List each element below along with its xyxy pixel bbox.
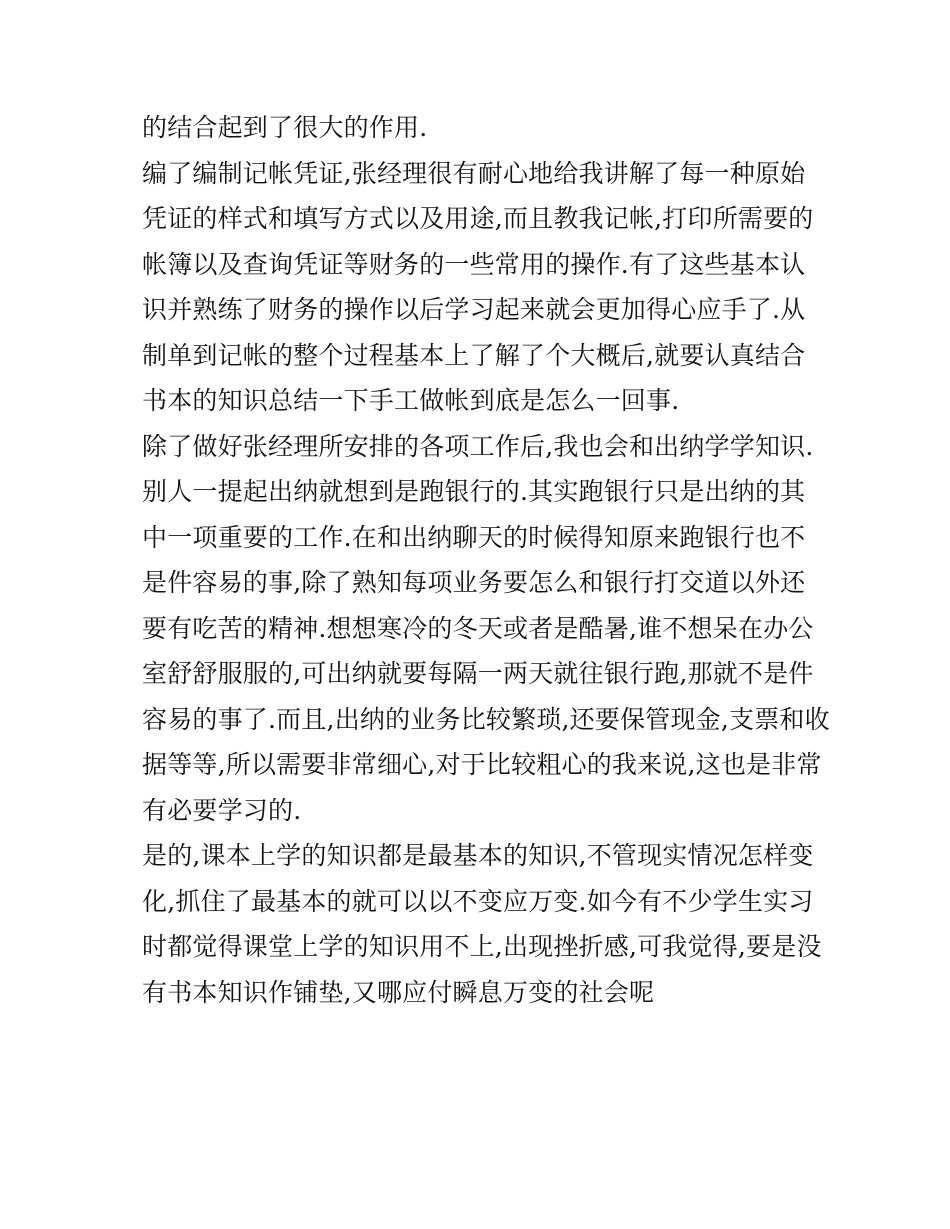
text-line: 要有吃苦的精神.想想寒冷的冬天或者是酷暑,谁不想呆在办公 — [142, 613, 814, 643]
text-line: 识并熟练了财务的操作以后学习起来就会更加得心应手了.从 — [142, 295, 806, 324]
text-line: 中一项重要的工作.在和出纳聊天的时候得知原来跑银行也不 — [142, 522, 806, 552]
text-line: 是件容易的事,除了熟知每项业务要怎么和银行打交道以外还 — [142, 568, 806, 597]
text-line: 制单到记帐的整个过程基本上了解了个大概后,就要认真结合 — [142, 340, 806, 370]
text-line: 帐簿以及查询凭证等财务的一些常用的操作.有了这些基本认 — [142, 249, 806, 279]
text-line: 容易的事了.而且,出纳的业务比较繁琐,还要保管现金,支票和收 — [142, 704, 830, 734]
text-line: 有书本知识作铺垫,又哪应付瞬息万变的社会呢 — [142, 977, 655, 1007]
text-line: 凭证的样式和填写方式以及用途,而且教我记帐,打印所需要的 — [142, 204, 814, 233]
text-line: 的结合起到了很大的作用. — [142, 113, 428, 142]
text-line: 编了编制记帐凭证,张经理很有耐心地给我讲解了每一种原始 — [142, 158, 806, 188]
text-line: 有必要学习的. — [142, 795, 302, 825]
text-line: 别人一提起出纳就想到是跑银行的.其实跑银行只是出纳的其 — [142, 477, 806, 506]
text-line: 时都觉得课堂上学的知识用不上,出现挫折感,可我觉得,要是没 — [142, 932, 822, 961]
text-line: 是的,课本上学的知识都是最基本的知识,不管现实情况怎样变 — [142, 841, 814, 870]
text-line: 书本的知识总结一下手工做帐到底是怎么一回事. — [142, 386, 680, 415]
text-line: 据等等,所以需要非常细心,对于比较粗心的我来说,这也是非常 — [142, 750, 822, 779]
text-line: 化,抓住了最基本的就可以以不变应万变.如今有不少学生实习 — [142, 886, 814, 916]
body-text — [142, 105, 830, 1015]
text-line: 室舒舒服服的,可出纳就要每隔一两天就往银行跑,那就不是件 — [142, 659, 814, 688]
text-line: 除了做好张经理所安排的各项工作后,我也会和出纳学学知识. — [142, 431, 814, 461]
